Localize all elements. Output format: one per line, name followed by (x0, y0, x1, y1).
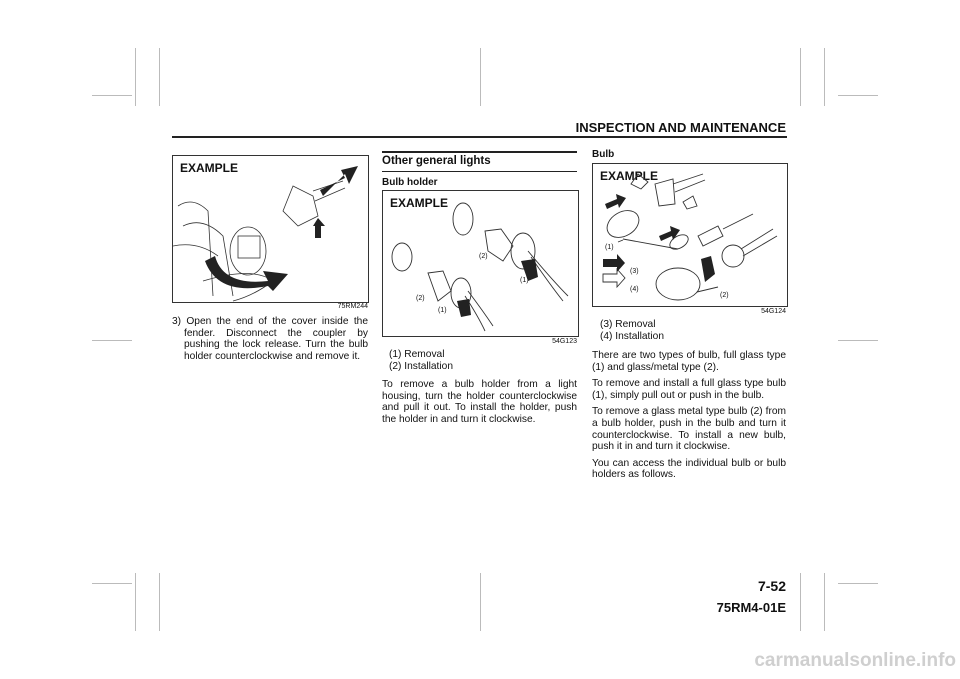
paragraph: To remove a glass metal type bulb (2) from a bulb holder, push in the bulb and turn it counterclockwise. To install a new bulb, push it in and turn it clockwise. (592, 406, 786, 453)
step-3-text: 3) Open the end of the cover inside the fender. Disconnect the coupler by pushing the lock release. Turn the bulb holder counterclockwise and remove it. (172, 316, 368, 362)
crop-mark (159, 573, 160, 631)
doc-code: 75RM4-01E (716, 600, 786, 615)
figure-code: 54G124 (761, 308, 786, 315)
bulb-illustration (593, 164, 787, 306)
crop-mark (135, 48, 136, 106)
figure-label: EXAMPLE (180, 161, 239, 175)
crop-mark (838, 583, 878, 584)
callout-3: (3) (630, 268, 639, 275)
subheading-bulb-holder: Bulb holder (382, 177, 438, 188)
figure-label: EXAMPLE (390, 196, 449, 210)
section-heading: Other general lights (382, 155, 491, 167)
callout-2: (2) (479, 253, 488, 260)
figure-label: EXAMPLE (600, 169, 659, 183)
paragraph: There are two types of bulb, full glass type (1) and glass/metal type (2). (592, 350, 786, 373)
crop-mark (824, 48, 825, 106)
crop-mark (480, 48, 481, 106)
bulb-holder-paragraph: To remove a bulb holder from a light housing, turn the holder counterclockwise and pull it out. To install the holder, push the holder in and turn it clockwise. (382, 379, 577, 425)
callout-2: (2) (416, 295, 425, 302)
paragraph: You can access the individual bulb or bulb holders as follows. (592, 457, 786, 481)
coupler-illustration (173, 156, 368, 302)
figure-bulb-holder (382, 190, 579, 337)
legend-item: (3) Removal (600, 319, 656, 330)
legend-item: (1) Removal (389, 349, 445, 360)
figure-coupler-removal (172, 155, 369, 303)
legend-item: (2) Installation (389, 360, 453, 372)
crop-mark (92, 583, 132, 584)
crop-mark (480, 573, 481, 631)
bulb-holder-illustration (383, 191, 578, 336)
callout-1: (1) (438, 307, 447, 314)
header-rule (172, 136, 787, 138)
crop-mark (135, 573, 136, 631)
paragraph: To remove and install a full glass type bulb (1), simply pull out or push in the bulb. (592, 378, 786, 401)
subheading-bulb: Bulb (592, 149, 615, 160)
bulb-paragraphs (592, 350, 786, 486)
legend (389, 349, 577, 372)
legend (600, 319, 786, 342)
figure-bulb (592, 163, 788, 307)
crop-mark (838, 95, 878, 96)
callout-4: (4) (630, 286, 639, 293)
callout-2: (2) (720, 292, 729, 299)
crop-mark (824, 573, 825, 631)
crop-mark (800, 573, 801, 631)
callout-1: (1) (520, 277, 529, 284)
figure-code: 54G123 (552, 338, 577, 345)
crop-mark (92, 340, 132, 341)
heading-rule-top (382, 151, 577, 153)
crop-mark (838, 340, 878, 341)
watermark: carmanualsonline.info (754, 650, 956, 671)
section-title: INSPECTION AND MAINTENANCE (575, 120, 786, 135)
crop-mark (92, 95, 132, 96)
crop-mark (800, 48, 801, 106)
page-number: 7-52 (757, 578, 786, 594)
heading-rule-bottom (382, 171, 577, 172)
figure-code: 75RM244 (337, 303, 368, 310)
legend-item: (4) Installation (600, 330, 664, 342)
callout-1: (1) (605, 244, 614, 251)
crop-mark (159, 48, 160, 106)
